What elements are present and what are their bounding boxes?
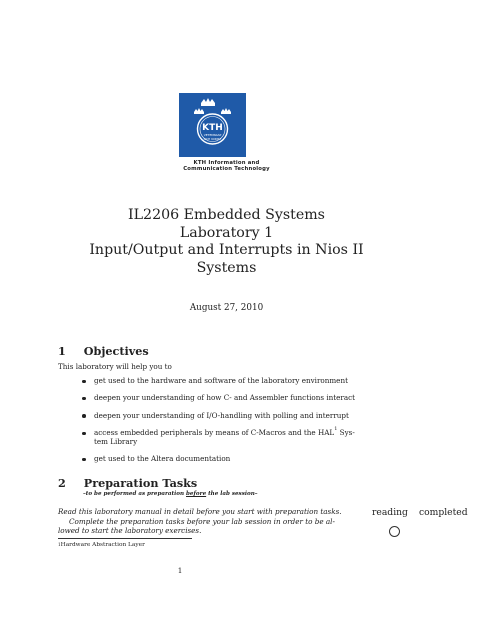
- list-item: [82, 412, 382, 421]
- section-subtitle: [83, 491, 258, 497]
- svg-text:KTH: KTH: [202, 123, 223, 133]
- bullet-icon: [82, 397, 86, 401]
- section-heading-preparation: [58, 472, 197, 491]
- document-title: [60, 207, 393, 277]
- page-number: 1: [177, 566, 183, 575]
- list-item: [82, 394, 382, 403]
- margin-note: [372, 507, 479, 518]
- completion-checkbox[interactable]: [389, 526, 400, 537]
- svg-text:VETENSKAP: VETENSKAP: [203, 133, 222, 137]
- section-number: 2: [58, 476, 66, 490]
- bullet-icon: [82, 380, 86, 384]
- svg-text:OCH KONST: OCH KONST: [203, 137, 222, 141]
- list-item-text: get used to the Altera documentation: [94, 454, 231, 464]
- section-title: Objectives: [83, 344, 149, 358]
- list-item: [82, 455, 382, 464]
- logo-caption-line2: Communication Technology: [183, 166, 270, 173]
- document-date: August 27, 2010: [189, 303, 264, 313]
- list-item: [82, 426, 382, 446]
- paragraph-line: lowed to start the laboratory exercises.: [58, 526, 202, 535]
- subtitle-post: the lab session–: [206, 491, 258, 497]
- title-line4: Systems: [196, 259, 257, 276]
- footnote-mark: 1: [58, 542, 61, 547]
- list-item-text: deepen your understanding of I/O-handling with polling and interrupt: [94, 410, 349, 420]
- list-item-text-cont: tem Library: [94, 436, 138, 446]
- list-item: [82, 377, 382, 386]
- logo-caption: [150, 160, 303, 172]
- logo-caption-line1: KTH Information and: [193, 160, 260, 166]
- margin-note-completed: completed: [418, 507, 468, 518]
- bullet-icon: [82, 414, 86, 418]
- list-item-text: get used to the hardware and software of the laboratory environment: [94, 376, 348, 385]
- footnote-ref[interactable]: 1: [334, 426, 338, 433]
- bullet-icon: [82, 458, 86, 462]
- kth-logo: [179, 93, 246, 157]
- list-item-text-tail: Sys-: [337, 428, 355, 438]
- section-number: 1: [58, 344, 66, 358]
- footnote-rule: [58, 538, 192, 539]
- section-intro: This laboratory will help you to: [58, 362, 172, 371]
- paragraph-line: Complete the preparation tasks before your lab session in order to be al-: [69, 516, 335, 526]
- paragraph-line: Read this laboratory manual in detail before you start with preparation tasks.: [58, 507, 342, 516]
- footnote-text: Hardware Abstraction Layer: [60, 542, 145, 548]
- margin-note-reading: reading: [372, 507, 408, 518]
- list-item-text: deepen your understanding of how C- and Assembler functions interact: [94, 393, 356, 403]
- title-line3: Input/Output and Interrupts in Nios II: [89, 242, 364, 259]
- footnote: [58, 542, 145, 548]
- list-item-text: access embedded peripherals by means of C-Macros and the HAL: [94, 428, 335, 438]
- title-line1: IL2206 Embedded Systems: [128, 207, 325, 223]
- title-line2: Laboratory 1: [179, 224, 274, 241]
- preparation-paragraph: [58, 507, 358, 536]
- subtitle-emphasis: before: [186, 491, 207, 497]
- section-title: Preparation Tasks: [83, 476, 198, 490]
- kth-crest-icon: [179, 93, 246, 157]
- subtitle-pre: –to be performed as preparation: [83, 491, 187, 497]
- bullet-icon: [82, 432, 86, 436]
- section-heading-objectives: [58, 340, 149, 359]
- objectives-list: [82, 377, 382, 473]
